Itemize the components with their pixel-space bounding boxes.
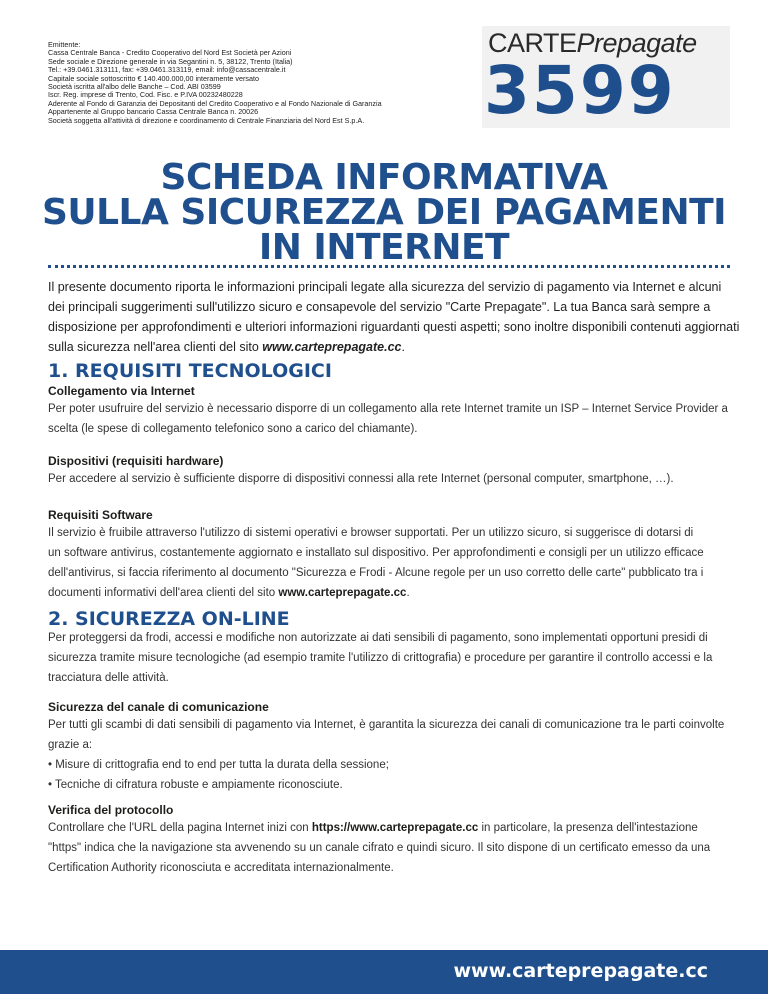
issuer-block [48, 41, 448, 125]
footer-bar [0, 950, 768, 994]
para-line: sicurezza tramite misure tecnologiche (ad esempio tramite l'utilizzo di crittografia) e procedure per garantire il controllo accessi e la [48, 652, 713, 664]
issuer-line: Capitale sociale sottoscritto € 140.400.000,00 interamente versato [48, 73, 259, 83]
subheading-dispositivi: Dispositivi (requisiti hardware) [48, 454, 224, 468]
para-line: Il servizio è fruibile attraverso l'utilizzo di sistemi operativi e browser supportati. Per un utilizzo sicuro, si suggerisce di dotarsi di [48, 527, 694, 539]
subheading-software: Requisiti Software [48, 508, 153, 522]
intro-text: sulla sicurezza nell'area clienti del sito [48, 340, 263, 354]
para-line: tracciatura delle attività. [48, 672, 169, 684]
intro-text: . [401, 340, 405, 354]
title-line-3: IN INTERNET [258, 227, 510, 268]
title-line-2: SULLA SICUREZZA DEI PAGAMENTI [41, 192, 727, 233]
title-line-1: SCHEDA INFORMATIVA [160, 157, 608, 198]
dotted-divider [48, 265, 730, 268]
page-title [0, 157, 768, 268]
para-line [48, 583, 738, 603]
bullet-item: • Tecniche di cifratura robuste e ampiamente riconosciute. [48, 779, 343, 791]
issuer-line: Società soggetta all'attività di direzione e coordinamento di Centrale Finanziaria del Nord Est S.p.A. [48, 115, 365, 125]
paragraph-canale [48, 715, 738, 795]
paragraph-sicurezza-online [48, 628, 738, 688]
subheading-protocollo: Verifica del protocollo [48, 803, 174, 817]
issuer-line: Iscr. Reg. imprese di Trento, Cod. Fisc. e P.IVA 00232480228 [48, 90, 243, 100]
paragraph-software [48, 523, 738, 603]
para-line: Per tutti gli scambi di dati sensibili di pagamento via Internet, è garantita la sicurezza dei canali di comunicazione tra le parti coinvolte [48, 719, 725, 731]
issuer-line: Tel.: +39.0461.313111, fax: +39.0461.313119, email: info@cassacentrale.it [48, 65, 286, 75]
issuer-line: Appartenente al Gruppo bancario Cassa Centrale Banca n. 20026 [48, 107, 259, 117]
paragraph-dispositivi [48, 469, 738, 489]
bullet-item: • Misure di crittografia end to end per tutta la durata della sessione; [48, 759, 389, 771]
site-link[interactable]: www.carteprepagate.cc [278, 587, 407, 599]
section-heading-sicurezza: 2. SICUREZZA ON-LINE [48, 608, 290, 630]
carte-prepagate-logo [482, 26, 730, 128]
para-line: Per poter usufruire del servizio è necessario disporre di un collegamento alla rete Internet tramite un ISP – Internet Service Provider a [48, 403, 728, 415]
para-line: dell'antivirus, si faccia riferimento al documento "Sicurezza e Frodi - Alcune regole per un uso corretto delle carte" pubblicato tra i [48, 567, 704, 579]
paragraph-collegamento [48, 399, 738, 439]
intro-line: Il presente documento riporta le informazioni principali legate alla sicurezza del servizio di pagamento via Internet e alcuni [48, 280, 722, 294]
footer-url[interactable]: www.carteprepagate.cc [453, 960, 708, 982]
intro-paragraph [48, 277, 738, 357]
paragraph-protocollo [48, 818, 738, 878]
logo-number: 3599 [484, 52, 676, 129]
site-link[interactable]: www.carteprepagate.cc [262, 340, 402, 354]
section-heading-requisiti: 1. REQUISITI TECNOLOGICI [48, 360, 332, 382]
https-link[interactable]: https://www.carteprepagate.cc [311, 822, 479, 834]
para-line: grazie a: [48, 739, 93, 751]
intro-line: disposizione per approfondimenti e ulteriori informazioni riguardanti questi aspetti; sono inoltre disponibili contenuti aggiornati [48, 320, 740, 334]
para-line: scelta (le spese di collegamento telefonico sono a carico del chiamante). [48, 423, 418, 435]
intro-line: dei principali suggerimenti sull'utilizzo sicuro e consapevole del servizio "Carte Prepagate". La tua Banca sarà sempre a [48, 300, 711, 314]
issuer-line: Emittente: [48, 40, 81, 49]
subheading-collegamento: Collegamento via Internet [48, 384, 195, 398]
para-line [48, 818, 738, 838]
para-line: Certification Authority riconosciuta e accreditata internazionalmente. [48, 862, 394, 874]
para-line: Per accedere al servizio è sufficiente disporre di dispositivi connessi alla rete Internet (personal computer, smartphone, …). [48, 473, 674, 485]
intro-line [48, 337, 738, 357]
logo-brand-a: CARTE [488, 28, 577, 58]
issuer-line: Aderente al Fondo di Garanzia dei Depositanti del Credito Cooperativo e al Fondo Nazionale di Garanzia [48, 98, 382, 108]
para-text: in particolare, la presenza dell'intestazione [478, 822, 698, 834]
issuer-line: Sede sociale e Direzione generale in via Segantini n. 5, 38122, Trento (Italia) [48, 56, 293, 66]
para-line: "https" indica che la navigazione sta avvenendo su un canale cifrato e quindi sicuro. Il sito dispone di un certificato emesso da una [48, 842, 711, 854]
para-text: documenti informativi dell'area clienti del sito [48, 587, 279, 599]
logo-brand-b: Prepagate [576, 28, 697, 58]
para-line: Per proteggersi da frodi, accessi e modifiche non autorizzate ai dati sensibili di pagamento, sono implementati opportuni presidi di [48, 632, 708, 644]
para-line: un software antivirus, costantemente aggiornato e installato sul dispositivo. Per approfondimenti e consigli per un utilizzo efficace [48, 547, 704, 559]
issuer-line: Cassa Centrale Banca - Credito Cooperativo del Nord Est Società per Azioni [48, 48, 292, 58]
para-text: Controllare che l'URL della pagina Internet inizi con [48, 822, 312, 834]
para-text: . [406, 587, 410, 599]
subheading-canale: Sicurezza del canale di comunicazione [48, 700, 269, 714]
issuer-line: Società iscritta all'albo delle Banche – Cod. ABI 03599 [48, 82, 221, 92]
